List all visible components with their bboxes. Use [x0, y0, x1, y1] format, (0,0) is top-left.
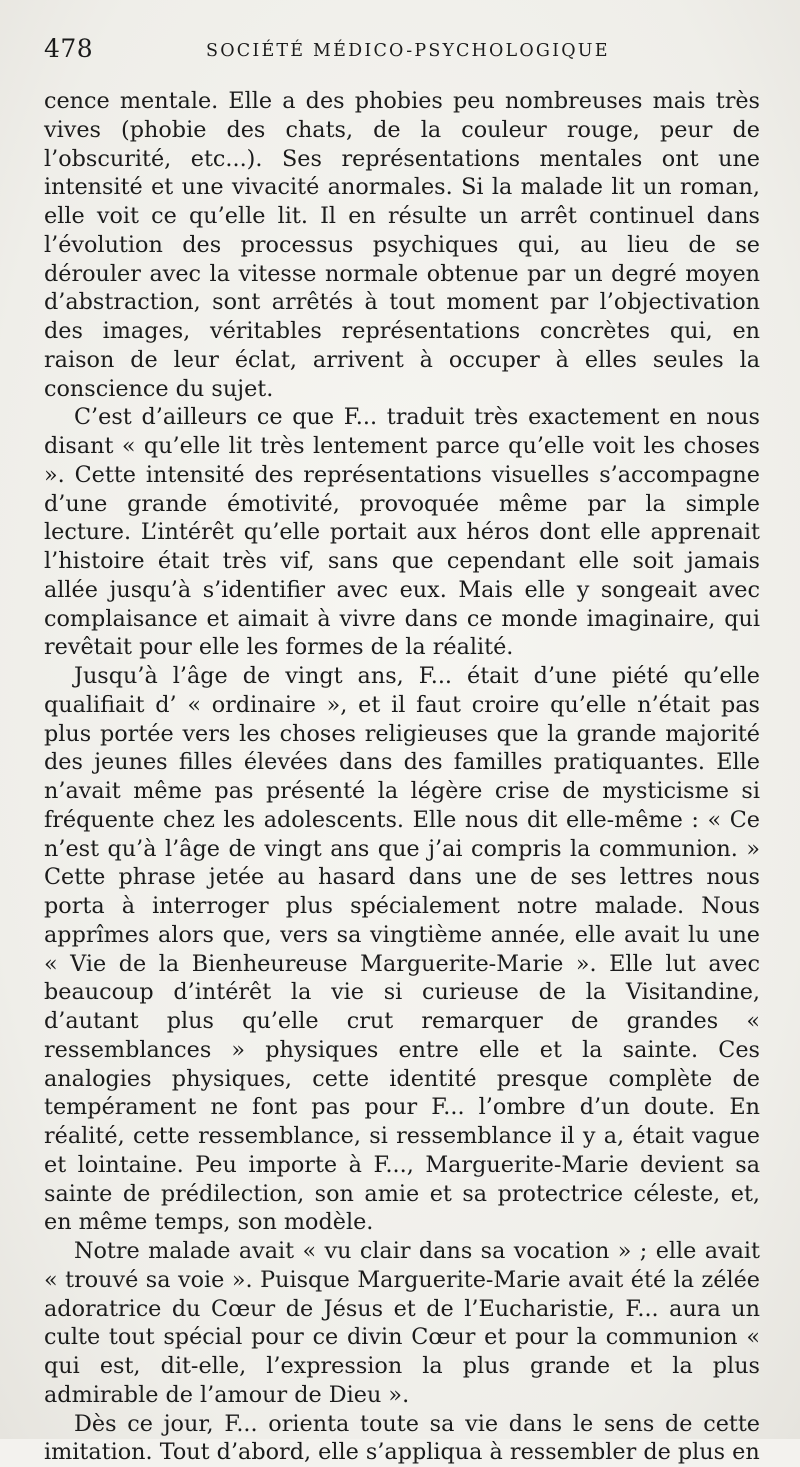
- paragraph: cence mentale. Elle a des phobies peu nombreuses mais très vives (phobie des chats, de la couleur rouge, peur de l’obscurité, etc...). Ses représentations mentales ont une intensité et une vivacité anormales. Si la malade lit un roman, elle voit ce qu’elle lit. Il en résulte un arrêt continuel dans l’évolution des processus psychiques qui, au lieu de se dérouler avec la vitesse normale obtenue par un degré moyen d’abstraction, sont arrêtés à tout moment par l’objectivation des images, véritables représentations concrètes qui, en raison de leur éclat, arrivent à occuper à elles seules la conscience du sujet.: [44, 87, 760, 403]
- paragraph: Dès ce jour, F... orienta toute sa vie dans le sens de cette imitation. Tout d’abord, elle s’appliqua à ressembler de plus en: [44, 1410, 760, 1467]
- paragraph: Jusqu’à l’âge de vingt ans, F... était d’une piété qu’elle qualifiait d’ « ordinaire », et il faut croire qu’elle n’était pas plus portée vers les choses religieuses que la grande majorité des jeunes filles élevées dans des familles pratiquantes. Elle n’avait même pas présenté la légère crise de mysticisme si fréquente chez les adolescents. Elle nous dit elle-même : « Ce n’est qu’à l’âge de vingt ans que j’ai compris la communion. » Cette phrase jetée au hasard dans une de ses lettres nous porta à interroger plus spécialement notre malade. Nous apprîmes alors que, vers sa vingtième année, elle avait lu une « Vie de la Bienheureuse Marguerite-Marie ». Elle lut avec beaucoup d’intérêt la vie si curieuse de la Visitandine, d’autant plus qu’elle crut remarquer de grandes « ressemblances » physiques entre elle et la sainte. Ces analogies physiques, cette identité presque complète de tempérament ne font pas pour F... l’ombre d’un doute. En réalité, cette ressemblance, si ressemblance il y a, était vague et lointaine. Peu importe à F..., Marguerite-Marie devient sa sainte de prédilection, son amie et sa protectrice céleste, et, en même temps, son modèle.: [44, 662, 760, 1237]
- paragraph: Notre malade avait « vu clair dans sa vocation » ; elle avait « trouvé sa voie ». Puisque Marguerite-Marie avait été la zélée adoratrice du Cœur de Jésus et de l’Eucharistie, F... aura un culte tout spécial pour ce divin Cœur et pour la communion « qui est, dit-elle, l’expression la plus grande et la plus admirable de l’amour de Dieu ».: [44, 1237, 760, 1410]
- paragraph: C’est d’ailleurs ce que F... traduit très exactement en nous disant « qu’elle lit très lentement parce qu’elle voit les choses ». Cette intensité des représentations visuelles s’accompagne d’une grande émotivité, provoquée même par la simple lecture. L’intérêt qu’elle portait aux héros dont elle apprenait l’histoire était très vif, sans que cependant elle soit jamais allée jusqu’à s’identifier avec eux. Mais elle y songeait avec complaisance et aimait à vivre dans ce monde imaginaire, qui revêtait pour elle les formes de la réalité.: [44, 403, 760, 662]
- page-header: [44, 34, 760, 70]
- page-number: 478: [44, 34, 93, 63]
- running-head: SOCIÉTÉ MÉDICO-PSYCHOLOGIQUE: [206, 41, 610, 61]
- body-text: [44, 87, 760, 1467]
